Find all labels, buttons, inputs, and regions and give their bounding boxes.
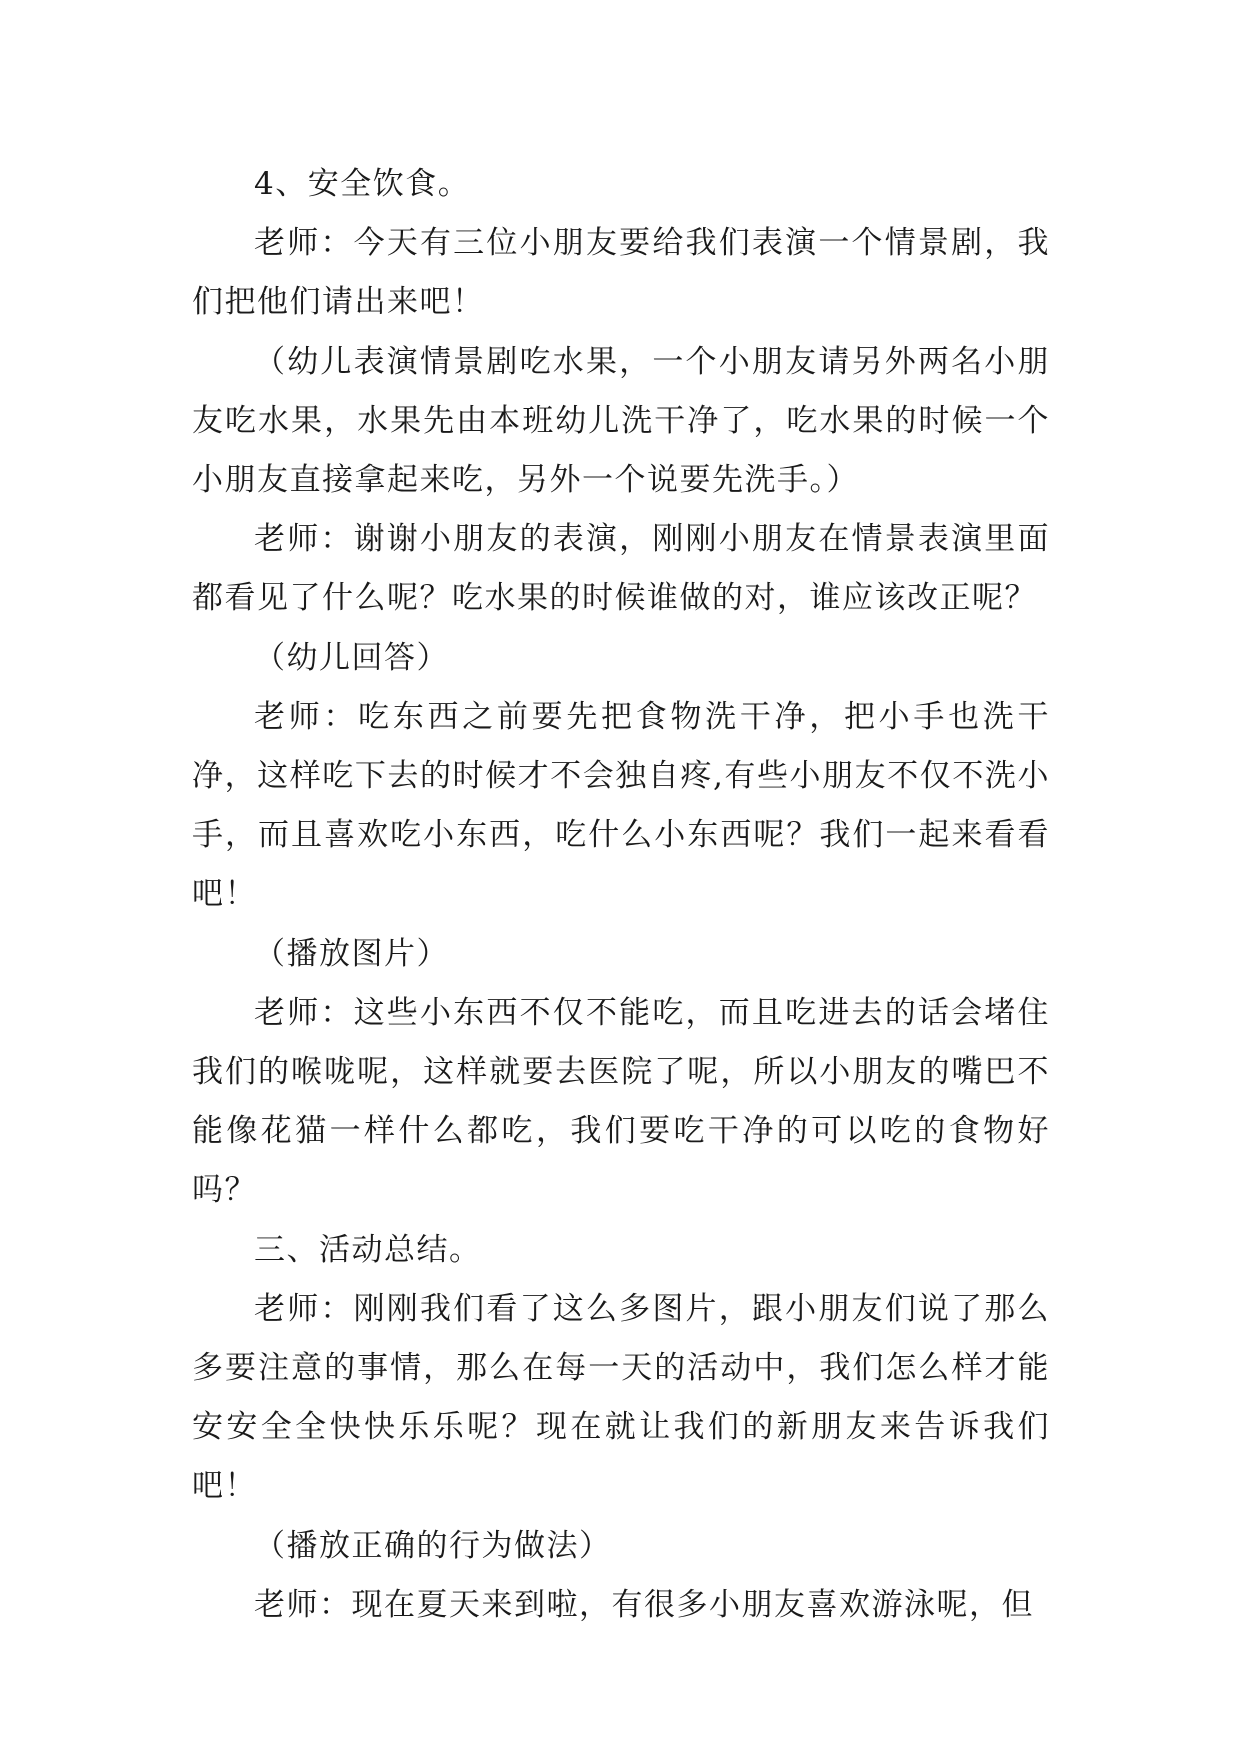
stage-direction-paragraph: （播放图片） xyxy=(254,935,449,972)
document-body xyxy=(192,155,1050,1635)
teacher-dialogue-paragraph: 老师：谢谢小朋友的表演，刚刚小朋友在情景表演里面都看见了什么呢？吃水果的时候谁做的对，谁应该改正呢？ xyxy=(192,521,1050,617)
teacher-dialogue-paragraph: 老师：刚刚我们看了这么多图片，跟小朋友们说了那么多要注意的事情，那么在每一天的活动中，我们怎么样才能安安全全快快乐乐呢？现在就让我们的新朋友来告诉我们吧！ xyxy=(192,1290,1050,1505)
teacher-dialogue-paragraph: 老师：现在夏天来到啦，有很多小朋友喜欢游泳呢，但 xyxy=(254,1586,1034,1623)
stage-direction-paragraph: （播放正确的行为做法） xyxy=(254,1527,612,1564)
section-heading-activity-summary: 三、活动总结。 xyxy=(254,1231,482,1268)
section-heading-safe-eating: 4、安全饮食。 xyxy=(254,166,471,202)
stage-direction-paragraph: （幼儿回答） xyxy=(254,639,449,676)
teacher-dialogue-paragraph: 老师：今天有三位小朋友要给我们表演一个情景剧，我们把他们请出来吧！ xyxy=(192,225,1050,321)
teacher-dialogue-paragraph: 老师：吃东西之前要先把食物洗干净，把小手也洗干净，这样吃下去的时候才不会独自疼,有些小朋友不仅不洗小手，而且喜欢吃小东西，吃什么小东西呢？我们一起来看看吧！ xyxy=(192,698,1050,913)
teacher-dialogue-paragraph: 老师：这些小东西不仅不能吃，而且吃进去的话会堵住我们的喉咙呢，这样就要去医院了呢，所以小朋友的嘴巴不能像花猫一样什么都吃，我们要吃干净的可以吃的食物好吗？ xyxy=(192,994,1050,1209)
stage-direction-paragraph: （幼儿表演情景剧吃水果，一个小朋友请另外两名小朋友吃水果，水果先由本班幼儿洗干净了，吃水果的时候一个小朋友直接拿起来吃，另外一个说要先洗手。） xyxy=(192,343,1050,499)
